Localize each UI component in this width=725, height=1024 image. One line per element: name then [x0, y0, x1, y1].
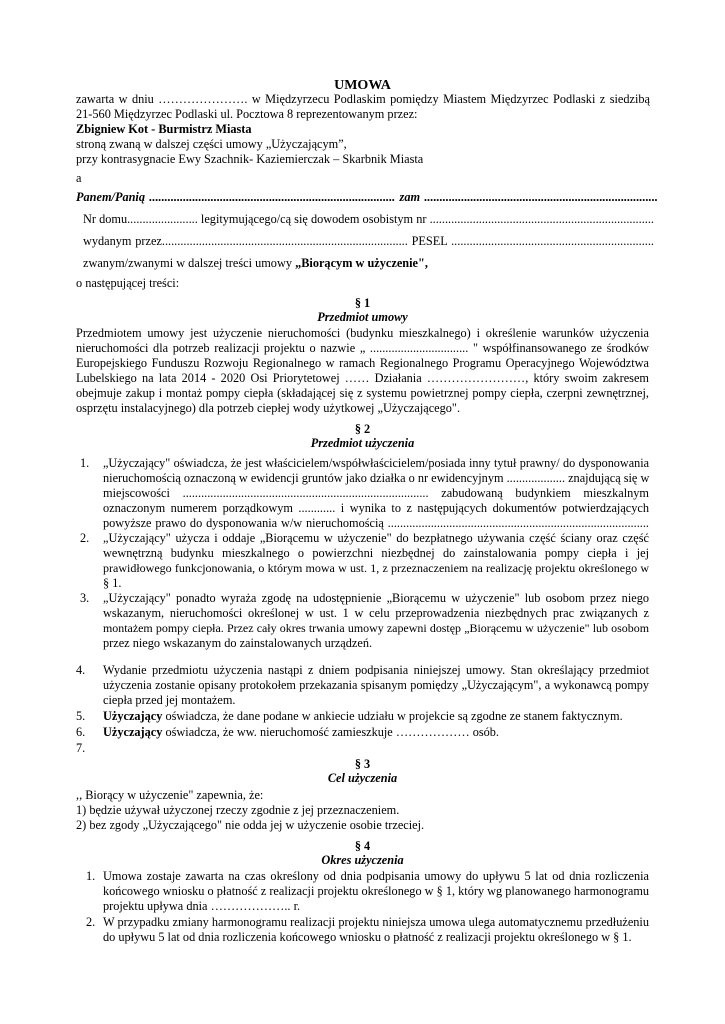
- signatory-name: Zbigniew Kot - Burmistrz Miasta: [76, 122, 252, 136]
- item-line: do upływu 5 lat od dnia rozliczenia końcowego wniosku o płatność z realizacji projektu określonego w § 1.: [103, 930, 632, 944]
- item-line: „Użyczający" oświadcza, że jest właścicielem/współwłaścicielem/posiada inny tytuł prawny/ do dysponowania: [103, 456, 649, 470]
- list-item: 2) bez zgody „Użyczającego" nie odda jej w użyczenie osobie trzeciej.: [76, 818, 425, 832]
- item-lead-term: Użyczający: [103, 725, 163, 739]
- item-line: W przypadku zmiany harmonogramu realizacji projektu niniejsza umowa ulega automatycznemu przedłużeniu: [103, 915, 649, 929]
- party-name-line: Panem/Panią ................................................................................ zam ............................................................................: [76, 190, 658, 204]
- intro-line: stroną zwaną w dalszej części umowy „Użyczającym”,: [76, 137, 347, 151]
- item-line: oznaczonym numerem porządkowym ............ i wynika to z następujących dokumentów potwierdzających: [103, 501, 649, 515]
- item-line: § 1.: [103, 576, 122, 590]
- section-number: § 1: [354, 296, 371, 310]
- paragraph-line: Lubelskiego na lata 2014 - 2020 Osi Priorytetowej …… Działania ……………………, który swoim zakresem: [76, 371, 649, 385]
- item-number: 4.: [76, 663, 86, 677]
- section-title: Okres użyczenia: [321, 853, 404, 867]
- item-line: wskazanym, nieruchomości określonej w ust. 1 w celu przeprowadzenia niezbędnych prac związanych z: [103, 606, 649, 620]
- item-line: miejscowości ................................................................................ zabudowaną budynkiem mieszkalnym: [103, 486, 649, 500]
- intro-line: przy kontrasygnacie Ewy Szachnik- Kaziemierczak – Skarbnik Miasta: [76, 152, 424, 166]
- section-number: § 3: [354, 757, 371, 771]
- item-line: końcowego wniosku o płatność z realizacji projektu określonego w § 1, który wg planowanego harmonogramu: [103, 884, 650, 898]
- item-number: 5.: [76, 709, 86, 723]
- item-number: 2.: [80, 531, 90, 545]
- item-number: 7.: [76, 741, 86, 755]
- issued-by-line: wydanym przez................................................................................ PESEL ..................................................................: [83, 234, 654, 248]
- item-line: „Użyczający" użycza i oddaje „Biorącemu w użyczenie" do bezpłatnego używania część ściany oraz część: [103, 531, 649, 545]
- paragraph-line: Europejskiego Funduszu Rozwoju Regionalnego w ramach Regionalnego Programu Operacyjnego Województwa: [76, 356, 649, 370]
- intro-line: 21-560 Międzyrzec Podlaski ul. Pocztowa 8 reprezentowanym przez:: [76, 107, 418, 121]
- item-line: Wydanie przedmiotu użyczenia nastąpi z dniem podpisania niniejszej umowy. Stan określający przedmiot: [103, 663, 649, 677]
- id-document-line: Nr domu....................... legitymującego/cą się dowodem osobistym nr .........................................................................: [83, 212, 654, 226]
- item-line: wewnętrzną budynku mieszkalnego o powierzchni niezbędnej do zainstalowania pompy ciepła i jej: [103, 546, 649, 560]
- section-number: § 4: [354, 839, 371, 853]
- item-line: prawidłowego funkcjonowania, o którym mowa w ust. 1, z przeznaczeniem na realizację projektu określonego w: [103, 561, 649, 575]
- item-number: 6.: [76, 725, 86, 739]
- called-line: [83, 256, 428, 271]
- item-line: montażem pompy ciepła. Przez cały okres trwania umowy zapewni dostęp „Biorącemu w użyczenie" lub osobom: [103, 621, 649, 635]
- item-line: „Użyczający" ponadto wyraża zgodę na udostępnienie „Biorącemu w użyczenie" lub osobom przez niego: [103, 591, 649, 605]
- item-line: Umowa zostaje zawarta na czas określony od dnia podpisania umowy do upływu 5 lat od dnia rozliczenia: [103, 869, 649, 883]
- item-number: 3.: [80, 591, 90, 605]
- document-title: UMOWA: [334, 78, 391, 93]
- paragraph-line: nieruchomości dla potrzeb realizacji projektu o nazwie „ ................................ " współfinansowanego ze środków: [76, 341, 649, 355]
- item-line: projektu upływa dnia ……………….. r.: [103, 899, 301, 913]
- section-title: Cel użyczenia: [327, 771, 398, 785]
- conjunction-a: a: [76, 171, 82, 185]
- following-content-label: o następującej treści:: [76, 276, 180, 290]
- paragraph-line: osprzętu instalacyjnego) dla potrzeb ciepłej wody użytkowej „Użyczającego".: [76, 401, 461, 415]
- section-lead: ,, Biorący w użyczenie" zapewnia, że:: [76, 788, 264, 802]
- item-text: oświadcza, że dane podane w ankiecie udziału w projekcie są zgodne ze stanem faktycznym.: [162, 709, 623, 723]
- item-number: 1.: [80, 456, 90, 470]
- section-number: § 2: [354, 422, 371, 436]
- item-line: powyższe prawo do dysponowania w/w nieruchomością .....................................................................................: [103, 516, 649, 530]
- intro-line: zawarta w dniu …………………. w Międzyrzecu Podlaskim pomiędzy Miastem Międzyrzec Podlaski z siedzibą: [76, 92, 650, 106]
- item-number: 2.: [86, 915, 96, 929]
- item-lead-term: Użyczający: [103, 709, 163, 723]
- item-text: oświadcza, że ww. nieruchomość zamieszkuje ……………… osób.: [162, 725, 499, 739]
- section-title: Przedmiot umowy: [317, 310, 408, 324]
- section-title: Przedmiot użyczenia: [310, 436, 415, 450]
- item-line: [103, 709, 623, 724]
- item-number: 1.: [86, 869, 96, 883]
- item-line: użyczenia zostanie opisany protokołem przekazania spisanym pomiędzy „Użyczającym", a wykonawcą pompy: [103, 678, 649, 692]
- borrower-term: „Biorącym w użyczenie",: [295, 256, 428, 270]
- paragraph-line: obejmuje zakup i montaż pompy ciepła (składającej się z systemu powietrznej pompy ciepła, czerpni zewnętrznej,: [76, 386, 649, 400]
- list-item: 1) będzie używał użyczonej rzeczy zgodnie z jej przeznaczeniem.: [76, 803, 400, 817]
- item-line: [103, 725, 499, 740]
- item-line: ciepła przed jej montażem.: [103, 693, 236, 707]
- item-line: nieruchomością oznaczoną w ewidencji gruntów jako działka o nr ewidencyjnym ................... znajdującą się w: [103, 471, 650, 485]
- item-line: przez niego wskazanym do zainstalowanych urządzeń.: [103, 636, 373, 650]
- paragraph-line: Przedmiotem umowy jest użyczenie nieruchomości (budynku mieszkalnego) i określenie warunków użyczenia: [76, 326, 649, 340]
- called-prefix: zwanym/zwanymi w dalszej treści umowy: [83, 256, 296, 270]
